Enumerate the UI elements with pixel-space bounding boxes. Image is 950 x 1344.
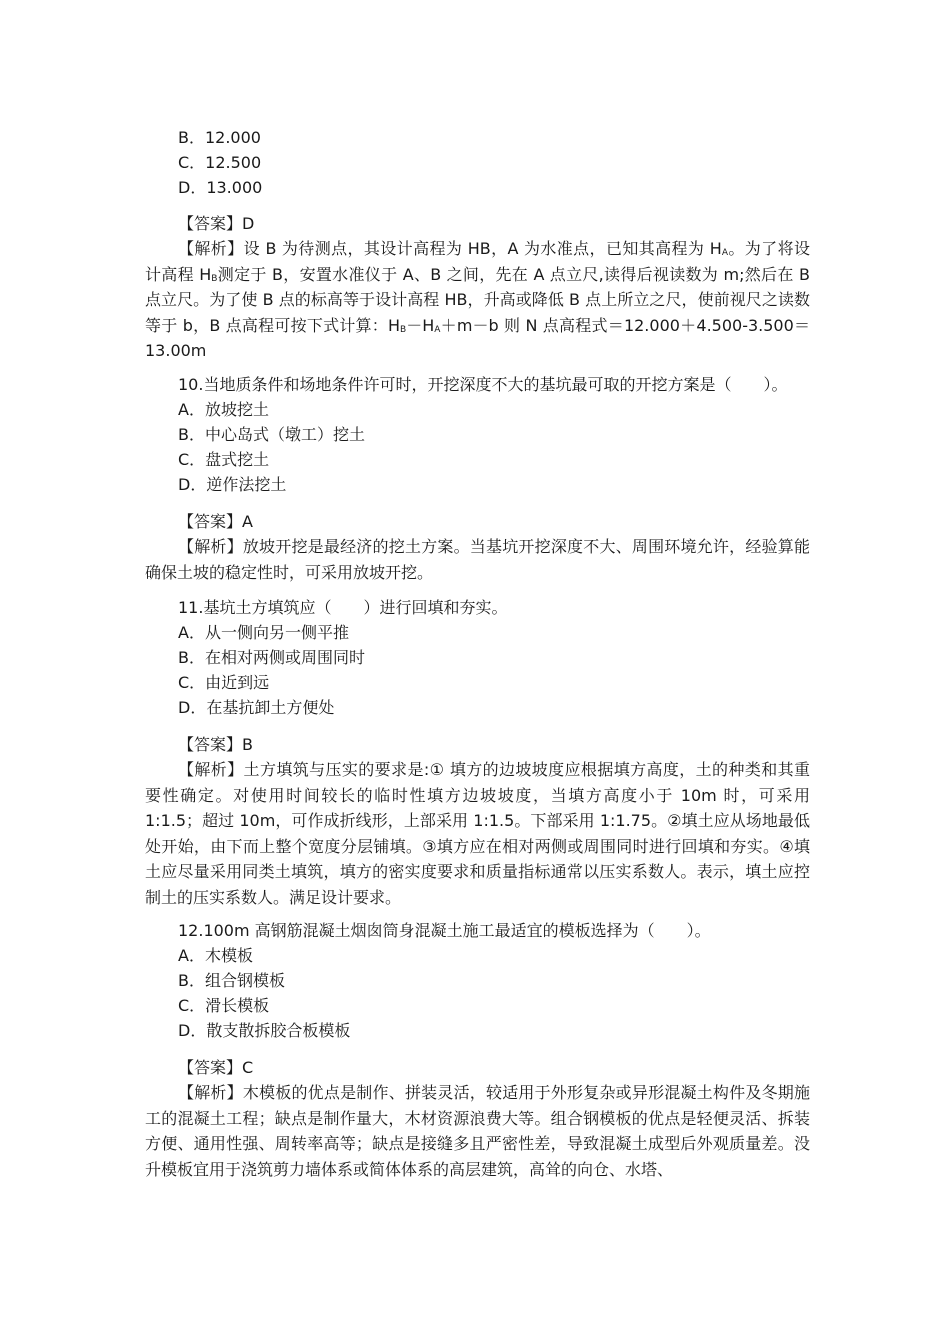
q12-answer-block [145, 1055, 810, 1182]
q9-options [145, 125, 810, 200]
q11-option-c: C．由近到远 [178, 673, 270, 692]
q11-block [145, 595, 810, 720]
q9-answer: 【答案】D [178, 214, 255, 233]
q12-option-d: D．散支散拆胶合板模板 [178, 1021, 351, 1040]
q10-answer: 【答案】A [178, 512, 253, 531]
q11-option-b: B．在相对两侧或周围同时 [178, 648, 365, 667]
q12-answer: 【答案】C [178, 1058, 254, 1077]
q9-option-c: C．12.500 [178, 153, 262, 172]
q11-option-a: A．从一侧向另一侧平推 [178, 623, 349, 642]
q10-analysis: 【解析】放坡开挖是最经济的挖土方案。当基坑开挖深度不大、周围环境允许，经验算能确保土坡的稳定性时，可采用放坡开挖。 [145, 537, 810, 582]
q10-question: 10.当地质条件和场地条件许可时，开挖深度不大的基坑最可取的开挖方案是（ ）。 [178, 375, 788, 394]
q11-analysis: 【解析】土方填筑与压实的要求是:① 填方的边坡坡度应根据填方高度，土的种类和其重要性确定。对使用时间较长的临时性填方边坡坡度，当填方高度小于 10m 时，可采用 1:1.5；超过 10m，可作成折线形，上部采用 1:1.5。下部采用 1:1.75。②填土应从场地最低处开始，由下而上整个宽度分层铺填。③填方应在相对两侧或周围同时进行回填和夯实。④填土应尽量采用同类土填筑，填方的密实度要求和质量指标通常以压实系数人。表示，填土应控制土的压实系数人。满足设计要求。 [145, 760, 810, 907]
q10-option-c: C．盘式挖土 [178, 450, 270, 469]
q10-option-a: A．放坡挖土 [178, 400, 269, 419]
q9-option-d: D．13.000 [178, 178, 263, 197]
q11-answer-block [145, 732, 810, 910]
q10-option-b: B．中心岛式（墩工）挖土 [178, 425, 365, 444]
q12-block [145, 918, 810, 1043]
q10-block [145, 372, 810, 497]
q11-option-d: D．在基抗卸土方便处 [178, 698, 335, 717]
q10-answer-block [145, 509, 810, 585]
q12-option-c: C．滑长模板 [178, 996, 270, 1015]
q12-option-a: A．木模板 [178, 946, 253, 965]
q9-option-b: B．12.000 [178, 128, 261, 147]
q10-option-d: D．逆作法挖土 [178, 475, 287, 494]
q12-question: 12.100m 高钢筋混凝土烟囱筒身混凝土施工最适宜的模板选择为（ ）。 [178, 921, 711, 940]
q9-answer-block [145, 211, 810, 364]
q12-option-b: B．组合钢模板 [178, 971, 285, 990]
q11-answer: 【答案】B [178, 735, 253, 754]
q11-question: 11.基坑土方填筑应（ ）进行回填和夯实。 [178, 598, 508, 617]
q9-analysis: 【解析】设 B 为待测点，其设计高程为 HB，A 为水准点，已知其高程为 $H_A$。为了将设计高程 $H_B$测定于 B，安置水准仪于 A、B 之间，先在 A 点立尺,读得后视读数为 m;然后在 B 点立尺。为了使 B 点的标高等于设计高程 HB，升高或降低 B 点上所立之尺，使前视尺之读数等于 b，B 点高程可按下式计算：$H_B-H_A+m-b$ 则 N 点高程式＝12.000＋4.500-3.500＝13.00m [145, 239, 810, 360]
q12-analysis: 【解析】木模板的优点是制作、拼装灵活，较适用于外形复杂或异形混凝土构件及冬期施工的混凝土工程；缺点是制作量大，木材资源浪费大等。组合钢模板的优点是轻便灵活、拆装方便、通用性强、周转率高等；缺点是接缝多且严密性差，导致混凝土成型后外观质量差。没升模板宜用于浇筑剪力墙体系或简体体系的高层建筑，高耸的向仓、水塔、 [145, 1083, 810, 1179]
